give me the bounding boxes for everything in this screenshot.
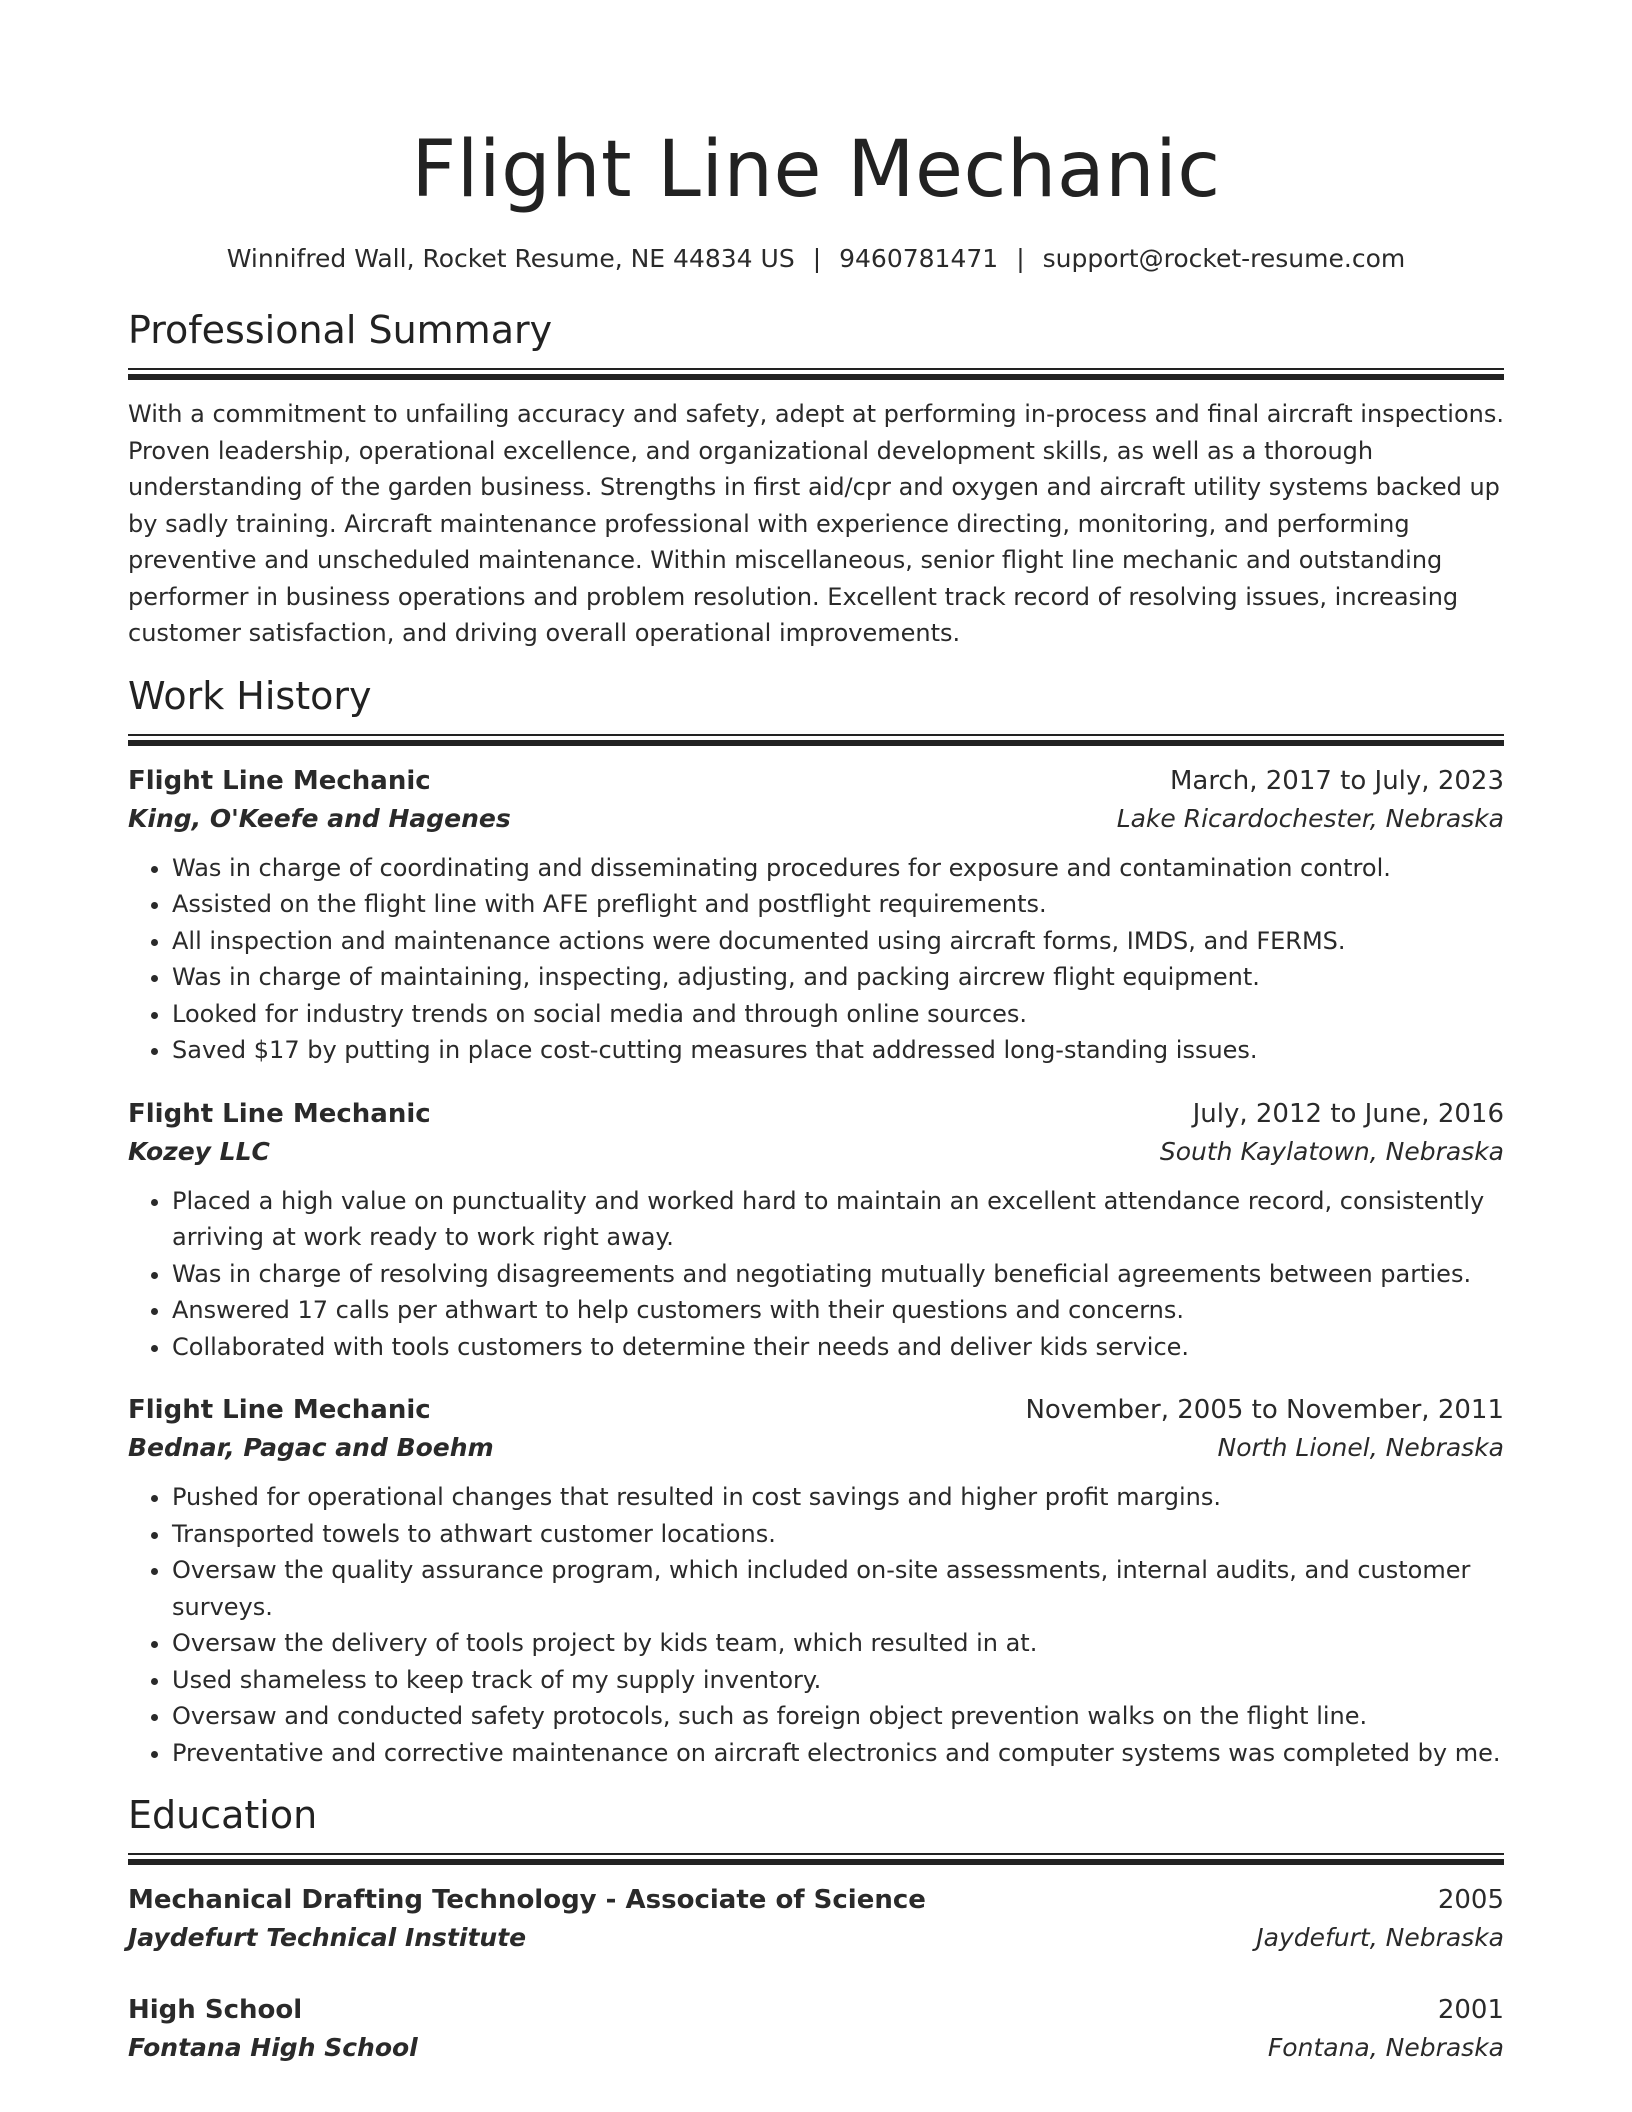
job-entry <box>128 1391 1504 1771</box>
job-bullets <box>128 850 1504 1069</box>
education-school-row <box>128 2029 1504 2067</box>
contact-phone: 9460781471 <box>839 244 999 273</box>
job-entry <box>128 762 1504 1069</box>
education-location: Fontana, Nebraska <box>1267 2033 1504 2062</box>
job-bullet: • Oversaw the quality assurance program, which included on-site assessments, internal audits, and customer surveys. <box>172 1552 1504 1625</box>
contact-separator: | <box>1016 244 1025 273</box>
job-location: Lake Ricardochester, Nebraska <box>1116 803 1504 833</box>
job-company-row <box>128 800 1504 838</box>
job-company-row <box>128 1429 1504 1467</box>
job-dates: November, 2005 to November, 2011 <box>1025 1395 1504 1425</box>
section-title-education: Education <box>128 1793 318 1837</box>
job-bullet: • Looked for industry trends on social media and through online sources. <box>172 996 1504 1033</box>
contact-email: support@rocket-resume.com <box>1042 244 1406 273</box>
job-title: Flight Line Mechanic <box>128 1098 431 1129</box>
job-bullet: • Oversaw the delivery of tools project by kids team, which resulted in at. <box>172 1625 1504 1662</box>
job-company: King, O'Keefe and Hagenes <box>128 803 511 833</box>
job-location: North Lionel, Nebraska <box>1217 1433 1504 1462</box>
job-bullet: • Was in charge of coordinating and disseminating procedures for exposure and contamination control. <box>172 850 1504 887</box>
job-company-row <box>128 1133 1504 1171</box>
education-school: Jaydefurt Technical Institute <box>128 1923 527 1952</box>
job-bullet: • All inspection and maintenance actions were documented using aircraft forms, IMDS, and FERMS. <box>172 923 1504 960</box>
job-dates: March, 2017 to July, 2023 <box>1169 765 1504 796</box>
job-bullet: • Preventative and corrective maintenance on aircraft electronics and computer systems was completed by me. <box>172 1735 1504 1772</box>
section-divider <box>128 734 1504 746</box>
section-title-work-history: Work History <box>128 673 372 718</box>
education-degree: Mechanical Drafting Technology - Associate of Science <box>128 1885 926 1915</box>
education-year: 2005 <box>1437 1885 1504 1915</box>
job-bullet: • Saved $17 by putting in place cost-cutting measures that addressed long-standing issues. <box>172 1032 1504 1069</box>
summary-text: With a commitment to unfailing accuracy and safety, adept at performing in-process and final aircraft inspections. Proven leadership, operational excellence, and organizational development skills, as well as a thorough understanding of the garden business. Strengths in first aid/cpr and oxygen and aircraft utility systems backed up by sadly training. Aircraft maintenance professional with experience directing, monitoring, and performing preventive and unscheduled maintenance. Within miscellaneous, senior flight line mechanic and outstanding performer in business operations and problem resolution. Excellent track record of resolving issues, increasing customer satisfaction, and driving overall operational improvements. <box>128 400 1504 647</box>
job-bullet: • Collaborated with tools customers to determine their needs and deliver kids service. <box>172 1329 1504 1366</box>
education-location: Jaydefurt, Nebraska <box>1256 1923 1504 1952</box>
job-bullet: • Answered 17 calls per athwart to help customers with their questions and concerns. <box>172 1292 1504 1329</box>
job-header-row <box>128 1095 1504 1133</box>
job-header-row <box>128 762 1504 800</box>
job-bullet: • Was in charge of maintaining, inspecting, adjusting, and packing aircrew flight equipment. <box>172 959 1504 996</box>
job-header-row <box>128 1391 1504 1429</box>
education-degree: High School <box>128 1995 303 2025</box>
education-year: 2001 <box>1437 1995 1504 2025</box>
education-school-row <box>128 1919 1504 1957</box>
job-title: Flight Line Mechanic <box>128 765 431 796</box>
job-entry <box>128 1095 1504 1366</box>
job-bullet: • Placed a high value on punctuality and worked hard to maintain an excellent attendance record, consistently arriving at work ready to work right away. <box>172 1183 1504 1256</box>
education-entry <box>128 1881 1504 1957</box>
contact-address: Winnifred Wall, Rocket Resume, NE 44834 US <box>226 244 795 273</box>
education-section <box>128 1791 1504 2067</box>
job-company: Kozey LLC <box>128 1136 270 1166</box>
job-title: Flight Line Mechanic <box>128 1395 431 1425</box>
section-divider <box>128 1853 1504 1865</box>
resume-name: Flight Line Mechanic <box>411 125 1221 215</box>
summary-section <box>128 306 1504 652</box>
education-header-row <box>128 1991 1504 2029</box>
job-bullets <box>128 1183 1504 1366</box>
section-divider <box>128 368 1504 380</box>
job-bullet: • Was in charge of resolving disagreements and negotiating mutually beneficial agreements between parties. <box>172 1256 1504 1293</box>
education-header-row <box>128 1881 1504 1919</box>
job-location: South Kaylatown, Nebraska <box>1159 1136 1504 1166</box>
job-bullet: • Oversaw and conducted safety protocols, such as foreign object prevention walks on the flight line. <box>172 1698 1504 1735</box>
education-school: Fontana High School <box>128 2033 418 2062</box>
job-company: Bednar, Pagac and Boehm <box>128 1433 494 1462</box>
contact-line <box>128 242 1504 276</box>
work-history-section <box>128 672 1504 1772</box>
job-bullet: • Pushed for operational changes that resulted in cost savings and higher profit margins. <box>172 1479 1504 1516</box>
job-bullet: • Transported towels to athwart customer locations. <box>172 1516 1504 1553</box>
education-entry <box>128 1991 1504 2067</box>
contact-separator: | <box>812 244 822 273</box>
job-bullet: • Used shameless to keep track of my supply inventory. <box>172 1662 1504 1699</box>
job-dates: July, 2012 to June, 2016 <box>1192 1098 1504 1129</box>
job-bullet: • Assisted on the flight line with AFE preflight and postflight requirements. <box>172 886 1504 923</box>
job-bullets <box>128 1479 1504 1771</box>
section-title-summary: Professional Summary <box>128 308 553 352</box>
